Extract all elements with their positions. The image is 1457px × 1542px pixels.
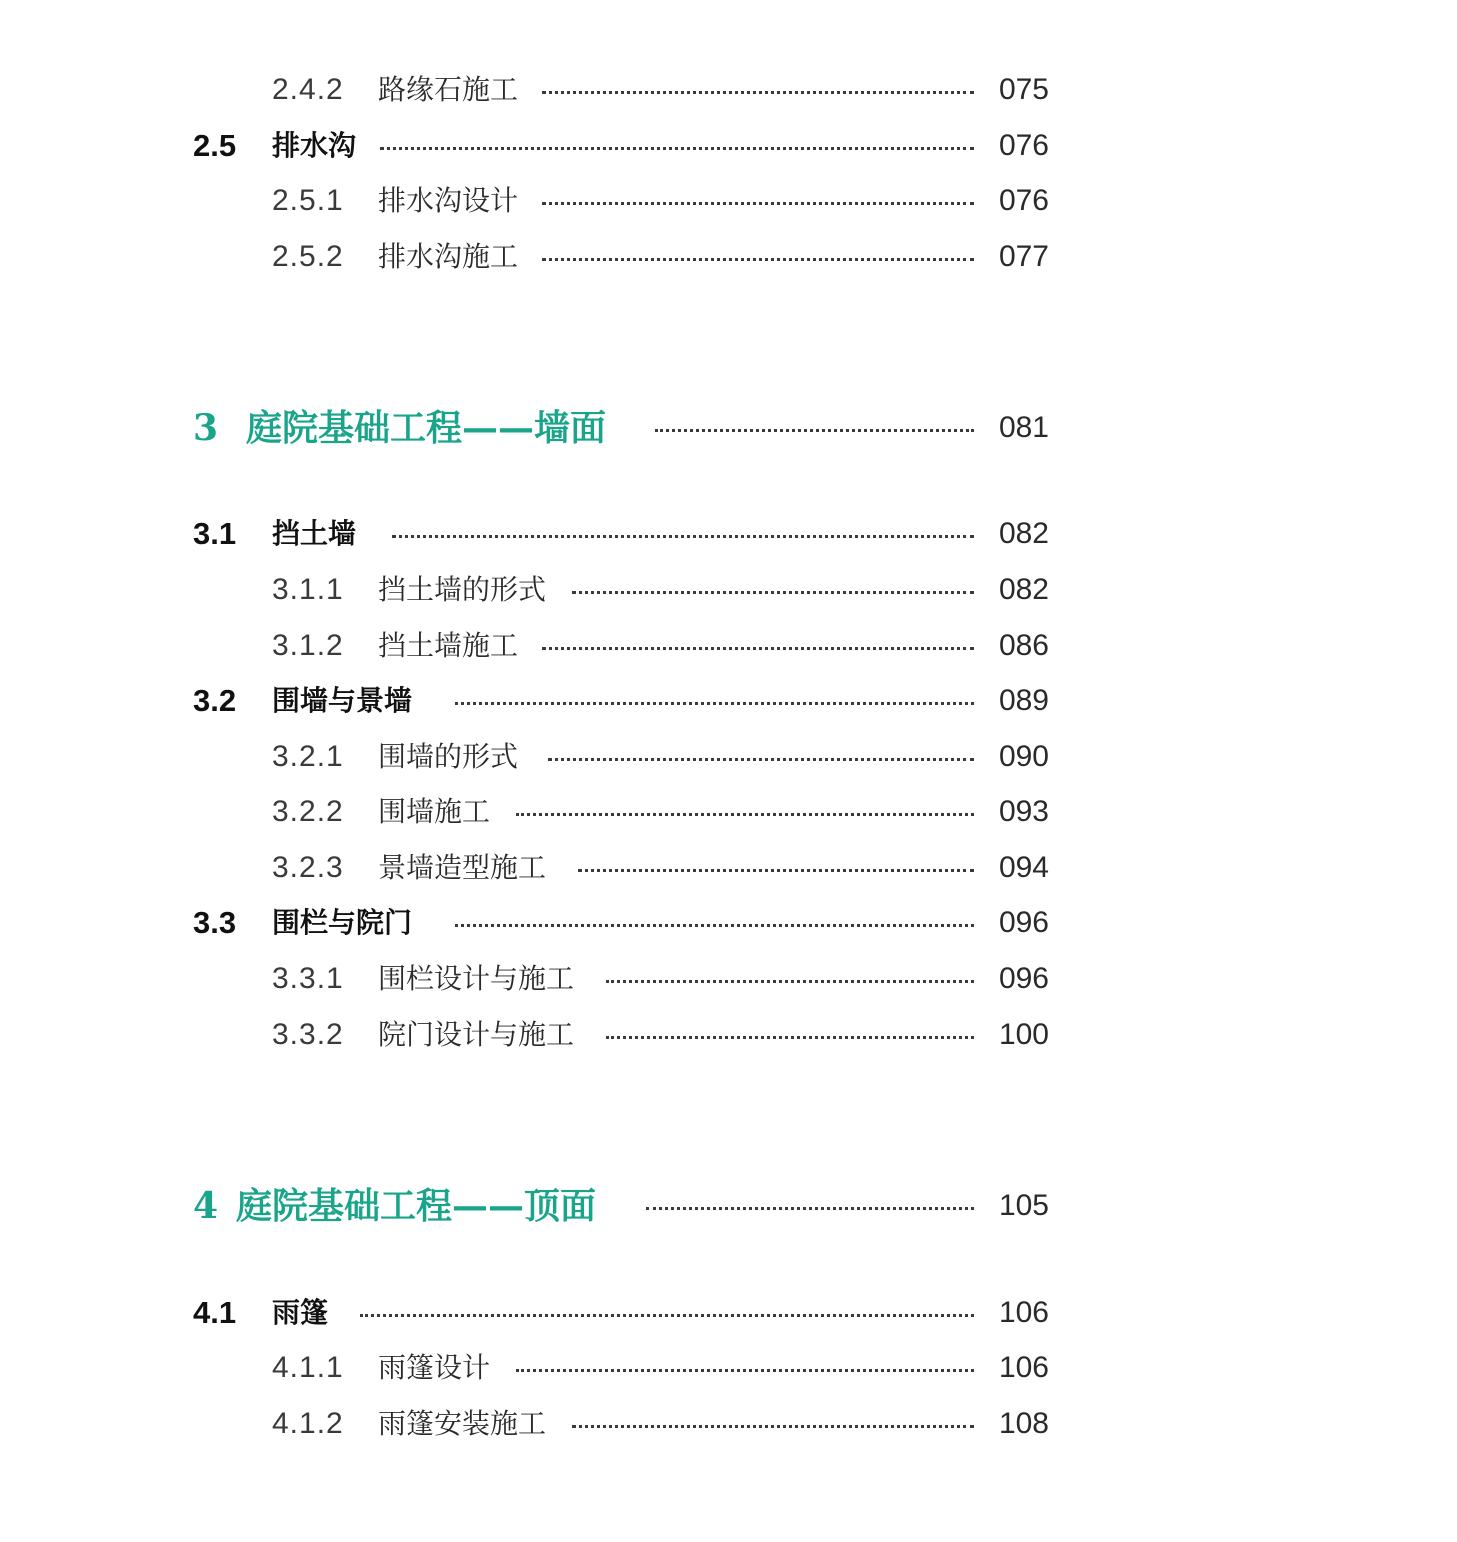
toc-section-row[interactable] [0, 898, 1457, 948]
toc-page-number: 081 [998, 411, 1049, 444]
toc-number: 3.1.2 [272, 629, 344, 662]
toc-number: 4.1.2 [272, 1407, 344, 1440]
toc-chapter-row[interactable] [0, 1176, 1457, 1236]
dot-leader [572, 1425, 974, 1428]
toc-number: 2.4.2 [272, 73, 344, 106]
toc-chapter-title: 庭院基础工程——墙面 [246, 407, 607, 449]
toc-chapter-number: 3 [193, 407, 219, 449]
toc-chapter-title: 庭院基础工程——顶面 [236, 1185, 597, 1227]
toc-page-number: 086 [998, 629, 1049, 662]
dot-leader [655, 429, 974, 432]
dot-leader [360, 1314, 974, 1317]
dot-leader [646, 1207, 974, 1210]
toc-section-row[interactable] [0, 676, 1457, 726]
toc-number: 4.1 [193, 1295, 237, 1330]
toc-title: 景墙造型施工 [378, 851, 547, 884]
toc-subsection-row[interactable] [0, 954, 1457, 1004]
toc-page-number: 106 [998, 1351, 1049, 1384]
toc-page-number: 094 [998, 851, 1049, 884]
toc-number: 3.3.2 [272, 1018, 344, 1051]
toc-page-number: 089 [998, 684, 1049, 717]
dot-leader [455, 924, 974, 927]
toc-title: 雨篷 [272, 1296, 329, 1329]
toc-page-number: 096 [998, 906, 1049, 939]
toc-number: 2.5.1 [272, 184, 344, 217]
dot-leader [542, 647, 974, 650]
toc-title: 排水沟设计 [378, 184, 519, 217]
dot-leader [455, 702, 974, 705]
toc-title: 路缘石施工 [378, 73, 519, 106]
toc-subsection-row[interactable] [0, 732, 1457, 782]
toc-title: 围墙与景墙 [272, 684, 413, 717]
toc-number: 3.3.1 [272, 962, 344, 995]
dot-leader [572, 591, 974, 594]
toc-section-row[interactable] [0, 121, 1457, 171]
toc-title: 围栏与院门 [272, 906, 413, 939]
toc-title: 围墙施工 [378, 795, 491, 828]
dot-leader [606, 1036, 974, 1039]
toc-page-number: 076 [998, 184, 1049, 217]
toc-subsection-row[interactable] [0, 176, 1457, 226]
dot-leader [392, 535, 974, 538]
toc-subsection-row[interactable] [0, 65, 1457, 115]
toc-page-number: 082 [998, 517, 1049, 550]
toc-subsection-row[interactable] [0, 232, 1457, 282]
toc-subsection-row[interactable] [0, 565, 1457, 615]
dot-leader [578, 869, 974, 872]
dot-leader [542, 202, 974, 205]
dot-leader [548, 758, 974, 761]
toc-section-row[interactable] [0, 509, 1457, 559]
toc-page-number: 108 [998, 1407, 1049, 1440]
toc-title: 排水沟 [272, 129, 357, 162]
toc-subsection-row[interactable] [0, 843, 1457, 893]
dot-leader [516, 1369, 974, 1372]
toc-number: 3.2.1 [272, 740, 344, 773]
toc-page-number: 106 [998, 1296, 1049, 1329]
toc-page-number: 075 [998, 73, 1049, 106]
toc-subsection-row[interactable] [0, 1399, 1457, 1449]
toc-page-number: 082 [998, 573, 1049, 606]
toc-title: 雨篷安装施工 [378, 1407, 547, 1440]
toc-title: 挡土墙 [272, 517, 357, 550]
dot-leader [542, 91, 974, 94]
toc-number: 2.5 [193, 128, 237, 163]
toc-subsection-row[interactable] [0, 787, 1457, 837]
toc-number: 2.5.2 [272, 240, 344, 273]
toc-title: 雨篷设计 [378, 1351, 491, 1384]
toc-page-number: 093 [998, 795, 1049, 828]
toc-section-row[interactable] [0, 1288, 1457, 1338]
toc-number: 3.3 [193, 905, 237, 940]
toc-page-number: 096 [998, 962, 1049, 995]
dot-leader [606, 980, 974, 983]
toc-title: 院门设计与施工 [378, 1018, 575, 1051]
toc-number: 4.1.1 [272, 1351, 344, 1384]
dot-leader [380, 147, 974, 150]
toc-title: 围墙的形式 [378, 740, 519, 773]
toc-page-number: 090 [998, 740, 1049, 773]
toc-number: 3.2.2 [272, 795, 344, 828]
toc-title: 挡土墙施工 [378, 629, 519, 662]
toc-title: 排水沟施工 [378, 240, 519, 273]
dot-leader [516, 813, 974, 816]
toc-page-number: 077 [998, 240, 1049, 273]
toc-subsection-row[interactable] [0, 621, 1457, 671]
toc-page-number: 076 [998, 129, 1049, 162]
toc-subsection-row[interactable] [0, 1343, 1457, 1393]
toc-chapter-number: 4 [193, 1185, 219, 1227]
toc-page-number: 100 [998, 1018, 1049, 1051]
toc-chapter-row[interactable] [0, 398, 1457, 458]
dot-leader [542, 258, 974, 261]
toc-number: 3.1 [193, 516, 237, 551]
toc-page-number: 105 [998, 1189, 1049, 1222]
toc-number: 3.1.1 [272, 573, 344, 606]
toc-number: 3.2.3 [272, 851, 344, 884]
toc-title: 围栏设计与施工 [378, 962, 575, 995]
toc-number: 3.2 [193, 683, 237, 718]
toc-subsection-row[interactable] [0, 1010, 1457, 1060]
toc-title: 挡土墙的形式 [378, 573, 547, 606]
